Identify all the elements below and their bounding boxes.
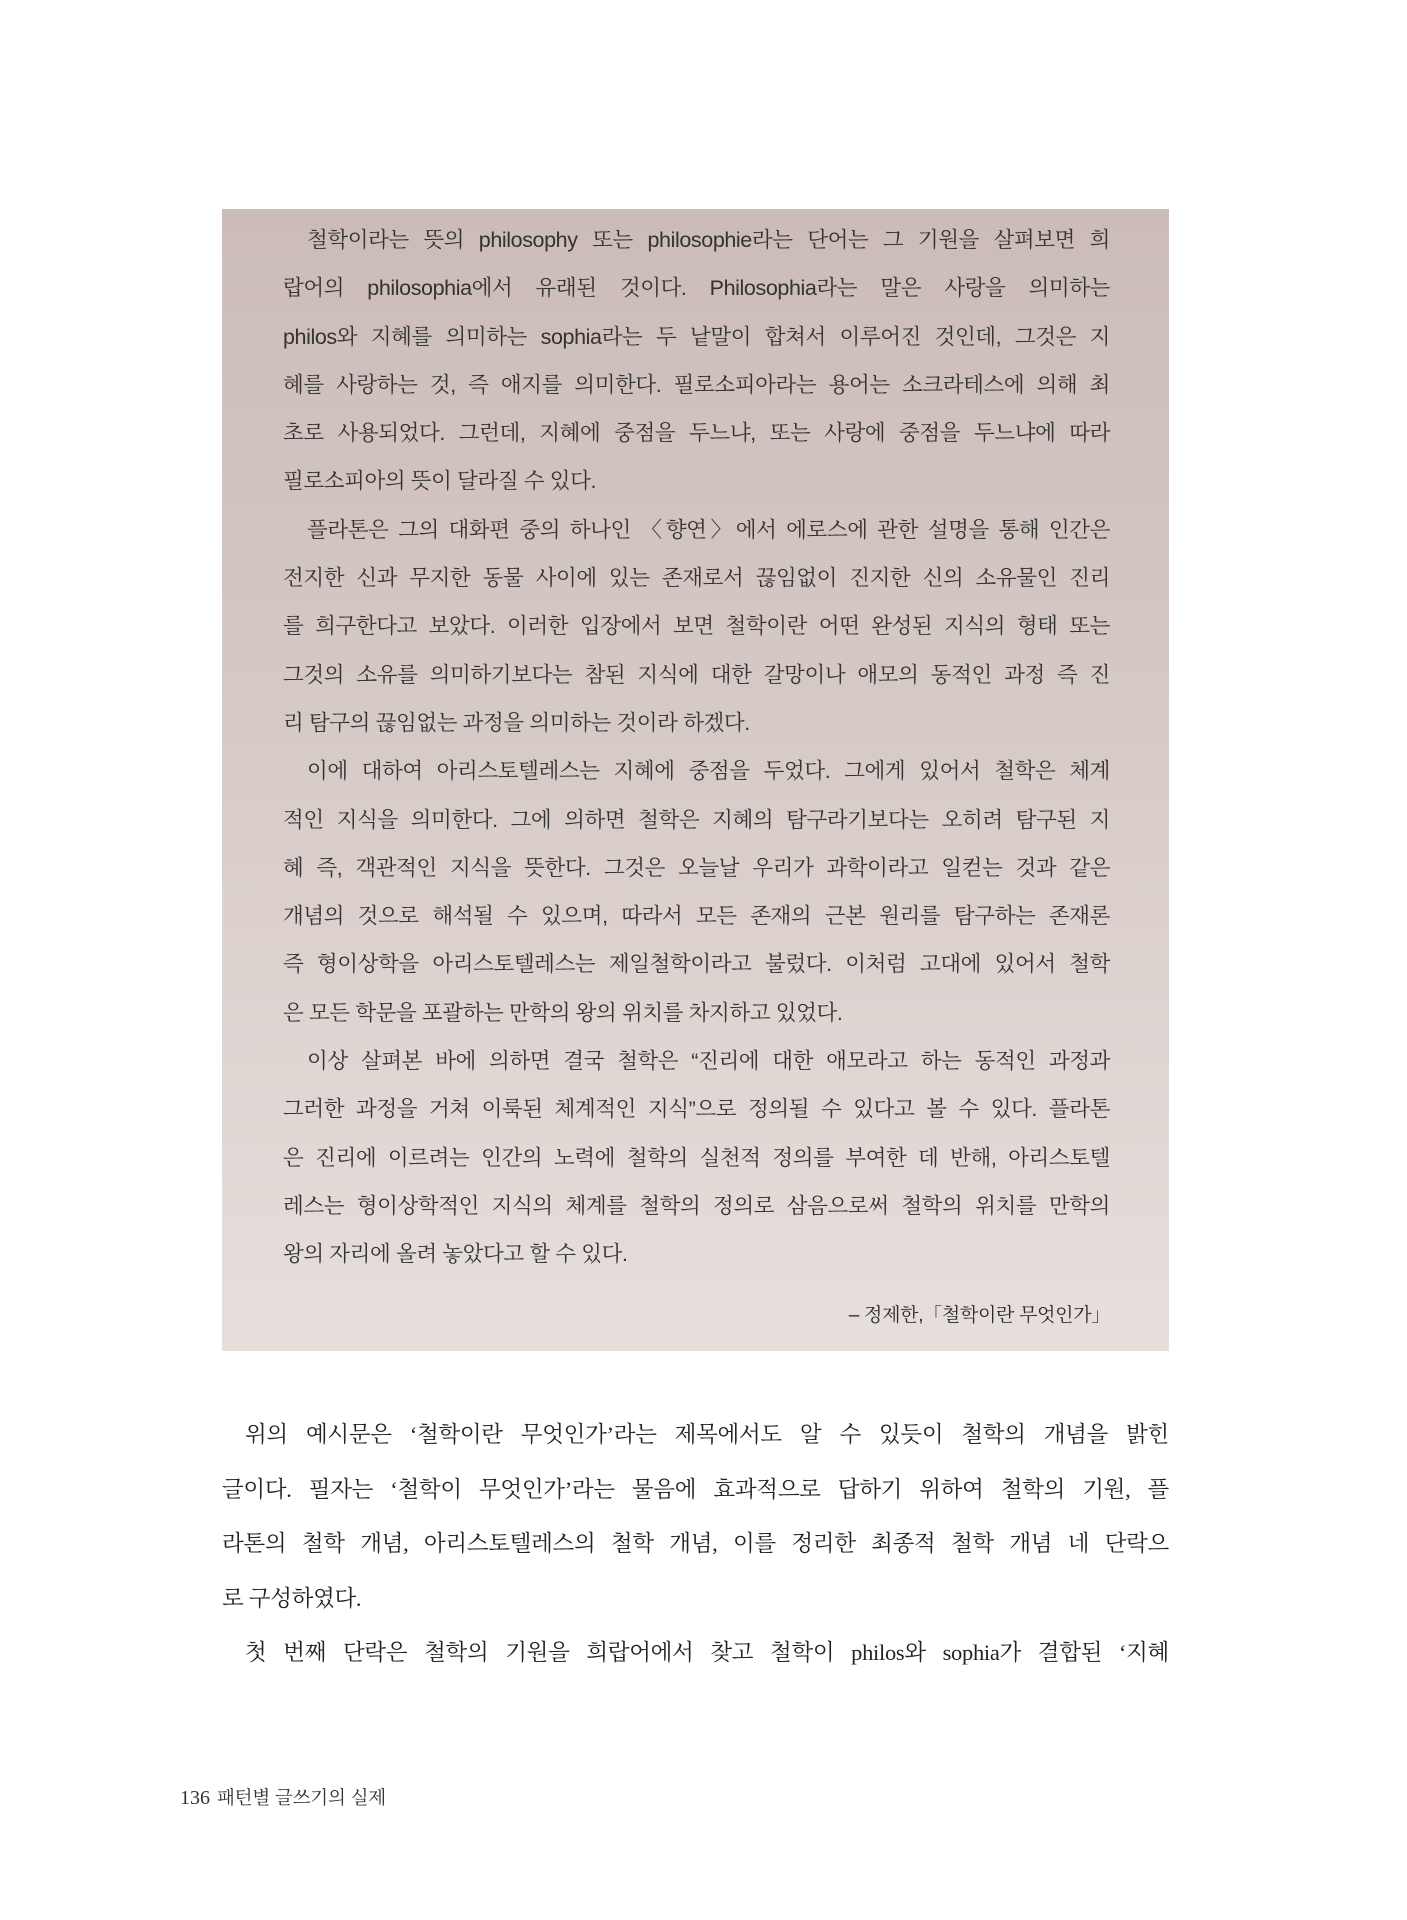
quote-line: 즉 형이상학을 아리스토텔레스는 제일철학이라고 불렀다. 이처럼 고대에 있어서 철학 [283,952,1110,977]
source-citation: – 정제한,「철학이란 무엇인가」 [848,1304,1110,1326]
body-paragraph [222,1626,1169,1681]
quote-line: 플라톤은 그의 대화편 중의 하나인 〈향연〉에서 에로스에 관한 설명을 통해 인간은 [307,517,1110,542]
quote-line: 이상 살펴본 바에 의하면 결국 철학은 “진리에 대한 애모라고 하는 동적인 과정과 [307,1049,1110,1074]
quote-line: philos와 지혜를 의미하는 sophia라는 두 낱말이 합쳐서 이루어진 것인데, 그것은 지 [283,324,1110,349]
body-line: 첫 번째 단락은 철학의 기원을 희랍어에서 찾고 철학이 philos와 sophia가 결합된 ‘지혜 [245,1640,1169,1665]
quote-line: 그러한 과정을 거쳐 이룩된 체계적인 지식”으로 정의될 수 있다고 볼 수 있다. 플라톤 [283,1097,1110,1122]
quote-line: 랍어의 philosophia에서 유래된 것이다. Philosophia라는 말은 사랑을 의미하는 [283,276,1110,301]
body-paragraph [222,1408,1169,1626]
quote-line: 혜 즉, 객관적인 지식을 뜻한다. 그것은 오늘날 우리가 과학이라고 일컫는 것과 같은 [283,855,1110,880]
body-line: 글이다. 필자는 ‘철학이 무엇인가’라는 물음에 효과적으로 답하기 위하여 철학의 기원, 플 [222,1476,1169,1502]
quote-line: 개념의 것으로 해석될 수 있으며, 따라서 모든 존재의 근본 원리를 탐구하는 존재론 [283,904,1110,929]
body-line: 로 구성하였다. [222,1585,362,1611]
body-text [222,1408,1169,1681]
quote-paragraph [283,747,1110,1037]
book-title: 패턴별 글쓰기의 실제 [217,1787,386,1808]
quote-paragraph [283,216,1110,506]
body-line: 위의 예시문은 ‘철학이란 무엇인가’라는 제목에서도 알 수 있듯이 철학의 개념을 밝힌 [245,1422,1169,1447]
quote-line: 철학이라는 뜻의 philosophy 또는 philosophie라는 단어는 그 기원을 살펴보면 희 [307,228,1110,252]
quote-line: 이에 대하여 아리스토텔레스는 지혜에 중점을 두었다. 그에게 있어서 철학은 체계 [307,759,1110,784]
quote-box [222,209,1169,1351]
quote-line: 은 모든 학문을 포괄하는 만학의 왕의 위치를 차지하고 있었다. [283,1000,843,1025]
quote-line: 초로 사용되었다. 그런데, 지혜에 중점을 두느냐, 또는 사랑에 중점을 두느냐에 따라 [283,421,1110,446]
quote-paragraph [283,1037,1110,1278]
quote-line: 혜를 사랑하는 것, 즉 애지를 의미한다. 필로소피아라는 용어는 소크라테스에 의해 최 [283,372,1110,397]
quote-line: 전지한 신과 무지한 동물 사이에 있는 존재로서 끊임없이 진지한 신의 소유물인 진리 [283,566,1110,591]
quote-line: 적인 지식을 의미한다. 그에 의하면 철학은 지혜의 탐구라기보다는 오히려 탐구된 지 [283,807,1110,832]
quote-line: 리 탐구의 끊임없는 과정을 의미하는 것이라 하겠다. [283,710,750,735]
quote-line: 그것의 소유를 의미하기보다는 참된 지식에 대한 갈망이나 애모의 동적인 과정 즉 진 [283,662,1110,687]
quote-line: 레스는 형이상학적인 지식의 체계를 철학의 정의로 삼음으로써 철학의 위치를 만학의 [283,1193,1110,1218]
body-line: 라톤의 철학 개념, 아리스토텔레스의 철학 개념, 이를 정리한 최종적 철학 개념 네 단락으 [222,1531,1169,1556]
page-number: 136 [180,1787,210,1809]
quote-line: 필로소피아의 뜻이 달라질 수 있다. [283,469,597,494]
quote-line: 왕의 자리에 올려 놓았다고 할 수 있다. [283,1242,628,1267]
page-footer [180,1785,386,1811]
quote-paragraph [283,506,1110,747]
quote-line: 은 진리에 이르려는 인간의 노력에 철학의 실천적 정의를 부여한 데 반해, 아리스토텔 [283,1145,1110,1170]
quote-line: 를 희구한다고 보았다. 이러한 입장에서 보면 철학이란 어떤 완성된 지식의 형태 또는 [283,614,1110,639]
